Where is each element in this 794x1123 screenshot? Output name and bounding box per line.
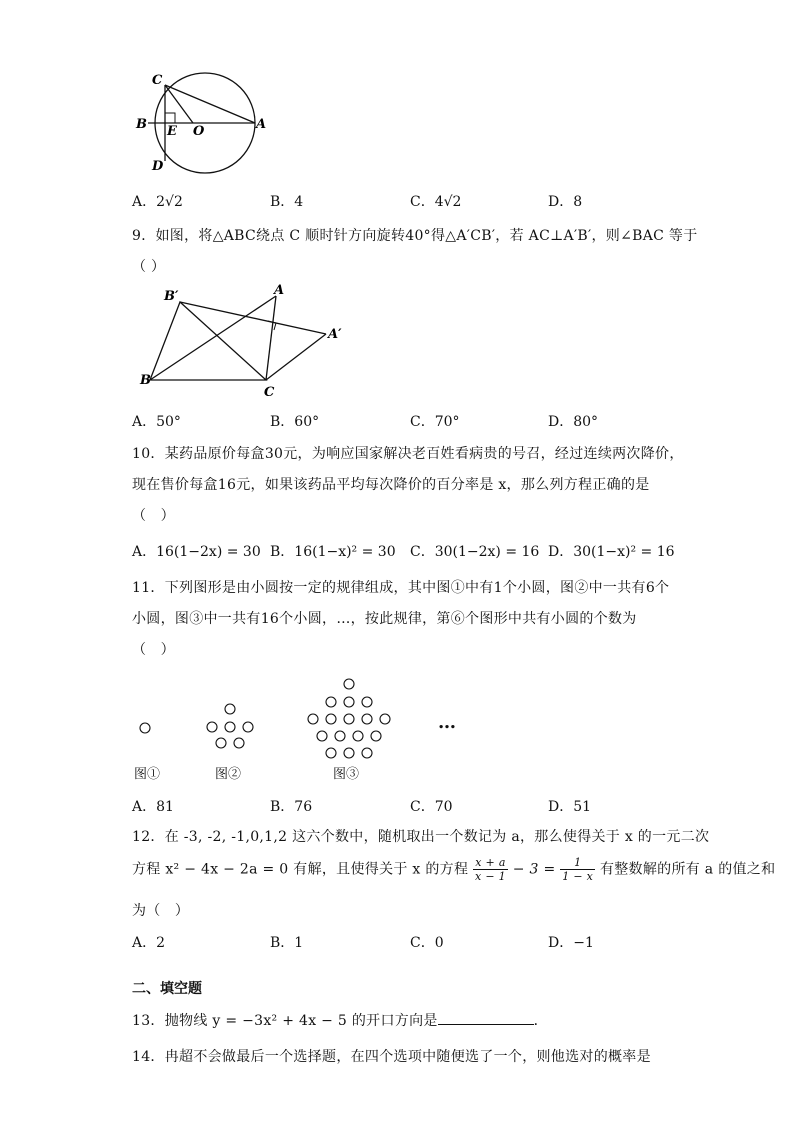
pattern3-circle bbox=[326, 748, 336, 758]
pattern3-circle bbox=[371, 731, 381, 741]
q10-option-c[interactable]: C．30(1−2x) = 16 bbox=[410, 544, 540, 560]
q11-option-d[interactable]: D．51 bbox=[548, 799, 592, 815]
label-c: C bbox=[264, 385, 275, 400]
q12-option-d[interactable]: D．−1 bbox=[548, 935, 594, 951]
pattern3-circle bbox=[362, 697, 372, 707]
pattern3-circle bbox=[335, 731, 345, 741]
pattern3-circle bbox=[344, 748, 354, 758]
pattern3-circle bbox=[344, 679, 354, 689]
q8-option-a[interactable]: A．2√2 bbox=[132, 194, 183, 210]
q8-option-b[interactable]: B．4 bbox=[270, 194, 304, 210]
q10-option-a[interactable]: A．16(1−2x) = 30 bbox=[132, 544, 261, 560]
pattern2-circle bbox=[216, 738, 226, 748]
q12-option-c[interactable]: C．0 bbox=[410, 935, 444, 951]
q9-options bbox=[132, 411, 692, 431]
q11-option-c[interactable]: C．70 bbox=[410, 799, 453, 815]
q10-question-line1: 10．某药品原价每盒30元，为响应国家解决老百姓看病贵的号召，经过连续两次降价， bbox=[132, 446, 684, 462]
q12-mid: − 3 = bbox=[512, 861, 556, 878]
q12-question-line2 bbox=[132, 856, 775, 883]
q13-answer-blank[interactable] bbox=[438, 1012, 534, 1025]
pattern3-circle bbox=[326, 697, 336, 707]
q13-period: ． bbox=[533, 1013, 548, 1029]
q8-option-d[interactable]: D．8 bbox=[548, 194, 583, 210]
q10-question-line2: 现在售价每盒16元，如果该药品平均每次降价的百分率是 x，那么列方程正确的是 bbox=[132, 477, 650, 493]
q11-paren: （ ） bbox=[132, 642, 175, 658]
q11-circle-patterns bbox=[130, 672, 470, 772]
caption-figure-1: 图① bbox=[134, 767, 161, 782]
pattern3-circle bbox=[353, 731, 363, 741]
q12-question-line1: 12．在 -3, -2, -1,0,1,2 这六个数中，随机取出一个数记为 a，那么使得关于 x 的一元二次 bbox=[132, 829, 710, 845]
pattern2-circle bbox=[225, 722, 235, 732]
q9-question: 9．如图，将△ABC绕点 C 顺时针方向旋转40°得△A′CB′，若 AC⊥A′B′，则∠BAC 等于 bbox=[132, 228, 698, 244]
label-a: A bbox=[274, 283, 285, 298]
q11-question-line2: 小圆，图③中一共有16个小圆，…，按此规律，第⑥个图形中共有小圆的个数为 bbox=[132, 611, 637, 627]
q12-option-a[interactable]: A．2 bbox=[132, 935, 166, 951]
q9-rotation-figure bbox=[138, 282, 358, 402]
pattern3-circle bbox=[380, 714, 390, 724]
q10-option-b[interactable]: B．16(1−x)² = 30 bbox=[270, 544, 396, 560]
q9-option-d[interactable]: D．80° bbox=[548, 414, 599, 430]
q9-option-b[interactable]: B．60° bbox=[270, 414, 320, 430]
label-e: E bbox=[167, 124, 177, 139]
pattern3-circle bbox=[317, 731, 327, 741]
q13-text: 13．抛物线 y = −3x² + 4x − 5 的开口方向是 bbox=[132, 1013, 438, 1029]
q11-option-b[interactable]: B．76 bbox=[270, 799, 313, 815]
q8-options bbox=[132, 191, 692, 211]
pattern2-circle bbox=[243, 722, 253, 732]
q14-question: 14．冉超不会做最后一个选择题，在四个选项中随便选了一个，则他选对的概率是 bbox=[132, 1049, 651, 1065]
q9-option-a[interactable]: A．50° bbox=[132, 414, 181, 430]
q12-question-line3: 为（ ） bbox=[132, 903, 190, 919]
q8-circle-figure bbox=[130, 70, 270, 180]
q9-paren: （ ） bbox=[132, 259, 166, 275]
q11-option-a[interactable]: A．81 bbox=[132, 799, 174, 815]
pattern1-circle bbox=[140, 723, 150, 733]
q10-options bbox=[132, 541, 692, 561]
q13-question bbox=[132, 1010, 548, 1030]
pattern3-circle bbox=[362, 748, 372, 758]
q11-question-line1: 11．下列图形是由小圆按一定的规律组成，其中图①中有1个小圆，图②中一共有6个 bbox=[132, 580, 670, 596]
q12-fraction-2: $\frac{1}{1 - x}$ bbox=[562, 856, 594, 883]
q11-ellipsis: … bbox=[438, 712, 457, 733]
label-b: B bbox=[136, 117, 147, 132]
pattern3-circle bbox=[326, 714, 336, 724]
pattern2-circle bbox=[207, 722, 217, 732]
q12-options bbox=[132, 932, 692, 952]
q8-option-c[interactable]: C．4√2 bbox=[410, 194, 462, 210]
pattern3-circle bbox=[344, 697, 354, 707]
label-c: C bbox=[152, 73, 163, 88]
label-b: B bbox=[140, 373, 151, 388]
label-o: O bbox=[193, 124, 205, 139]
q9-option-c[interactable]: C．70° bbox=[410, 414, 460, 430]
pattern3-circle bbox=[344, 714, 354, 724]
label-a: A bbox=[256, 117, 267, 132]
caption-figure-3: 图③ bbox=[333, 767, 360, 782]
section-fill-in-title: 二、填空题 bbox=[132, 981, 202, 997]
label-a-prime: A′ bbox=[328, 327, 342, 342]
caption-figure-2: 图② bbox=[215, 767, 242, 782]
pattern2-circle bbox=[225, 704, 235, 714]
q11-options bbox=[132, 796, 692, 816]
pattern2-circle bbox=[234, 738, 244, 748]
pattern3-circle bbox=[308, 714, 318, 724]
q12-line2-part-b: 有整数解的所有 a 的值之和 bbox=[599, 861, 776, 878]
q10-paren: （ ） bbox=[132, 508, 175, 524]
label-d: D bbox=[152, 159, 164, 174]
q12-line2-part-a: 方程 x² − 4x − 2a = 0 有解，且使得关于 x 的方程 bbox=[132, 861, 469, 878]
label-b-prime: B′ bbox=[164, 289, 179, 304]
pattern3-circle bbox=[362, 714, 372, 724]
q10-option-d[interactable]: D．30(1−x)² = 16 bbox=[548, 544, 675, 560]
q12-option-b[interactable]: B．1 bbox=[270, 935, 304, 951]
q12-fraction-1: $\frac{x + a}{x - 1}$ bbox=[475, 856, 506, 883]
